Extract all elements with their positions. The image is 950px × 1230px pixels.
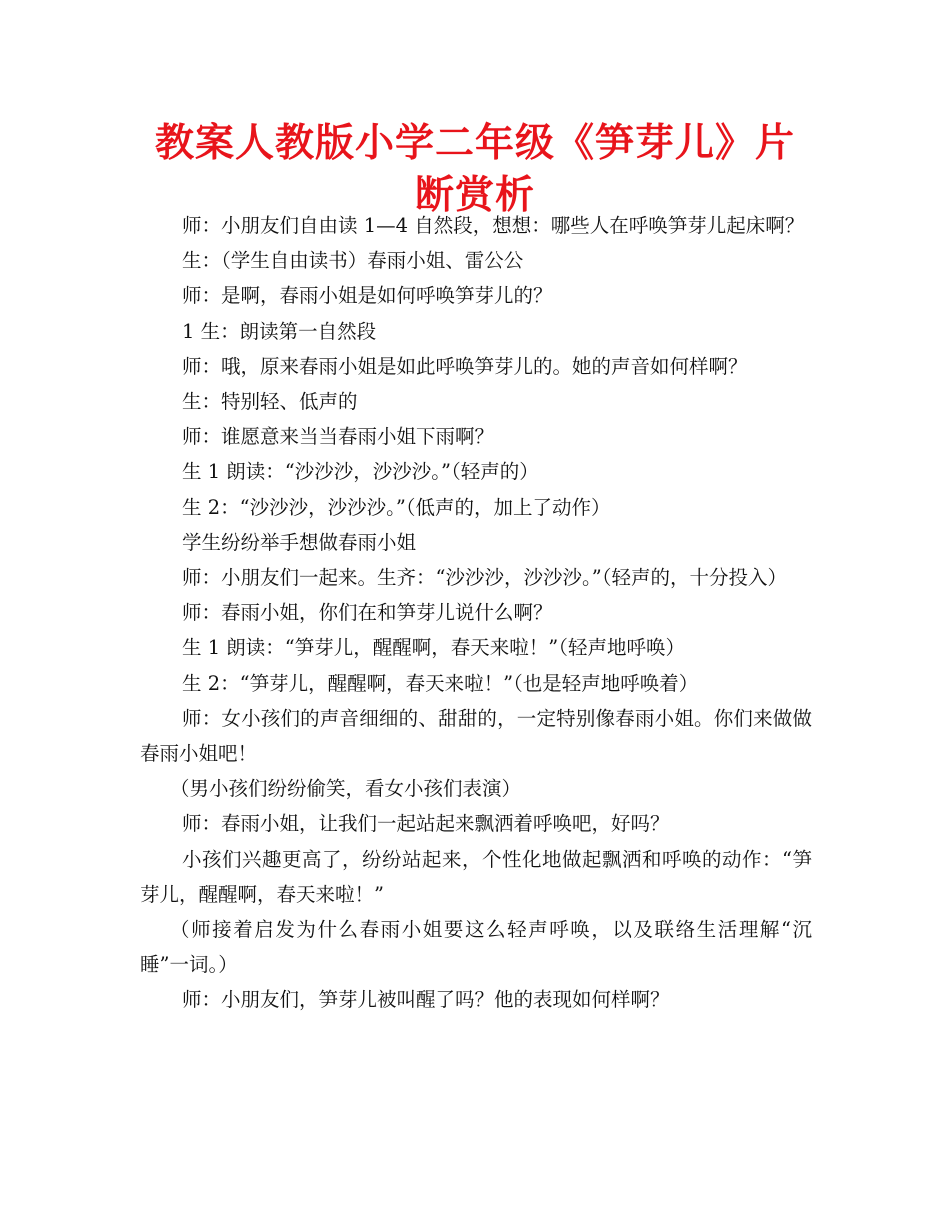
paragraph: 师：女小孩们的声音细细的、甜甜的，一定特别像春雨小姐。你们来做做春雨小姐吧！ <box>140 706 812 766</box>
paragraph: 生 2：“笋芽儿，醒醒啊，春天来啦！”（也是轻声地呼唤着） <box>182 671 699 695</box>
paragraph: 小孩们兴趣更高了，纷纷站起来，个性化地做起飘洒和呼唤的动作：“笋芽儿，醒醒啊，春天来啦！” <box>140 847 812 906</box>
paragraph: 师：小朋友们自由读 1—4 自然段，想想：哪些人在呼唤笋芽儿起床啊？ <box>182 214 805 237</box>
paragraph: 生：特别轻、低声的 <box>182 390 358 414</box>
document-body <box>140 208 812 1018</box>
paragraph: 师：小朋友们，笋芽儿被叫醒了吗？他的表现如何样啊？ <box>182 988 670 1012</box>
paragraph: 师：谁愿意来当当春雨小姐下雨啊？ <box>182 425 495 449</box>
paragraph: 师：春雨小姐，你们在和笋芽儿说什么啊？ <box>182 601 553 625</box>
paragraph: （男小孩们纷纷偷笑，看女小孩们表演） <box>170 777 522 801</box>
paragraph: 师：春雨小姐，让我们一起站起来飘洒着呼唤吧，好吗？ <box>182 812 670 836</box>
paragraph: （师接着启发为什么春雨小姐要这么轻声呼唤，以及联络生活理解“沉睡”一词。） <box>140 918 812 977</box>
paragraph: 学生纷纷举手想做春雨小姐 <box>182 530 417 554</box>
paragraph: 生 1 朗读：“笋芽儿，醒醒啊，春天来啦！”（轻声地呼唤） <box>182 636 685 660</box>
paragraph: 生 2：“沙沙沙，沙沙沙。”（低声的，加上了动作） <box>182 495 611 519</box>
paragraph: 师：哦，原来春雨小姐是如此呼唤笋芽儿的。她的声音如何样啊？ <box>182 354 748 378</box>
paragraph: 生：（学生自由读书）春雨小姐、雷公公 <box>182 249 524 273</box>
paragraph: 生 1 朗读：“沙沙沙，沙沙沙。”（轻声的） <box>182 460 539 484</box>
paragraph: 师：是啊，春雨小姐是如何呼唤笋芽儿的？ <box>182 284 553 308</box>
document-title: 教案人教版小学二年级《笋芽儿》片断赏析 <box>154 121 795 218</box>
paragraph: 师：小朋友们一起来。生齐：“沙沙沙，沙沙沙。”（轻声的，十分投入） <box>182 566 787 590</box>
paragraph: 1 生：朗读第一自然段 <box>182 319 377 343</box>
